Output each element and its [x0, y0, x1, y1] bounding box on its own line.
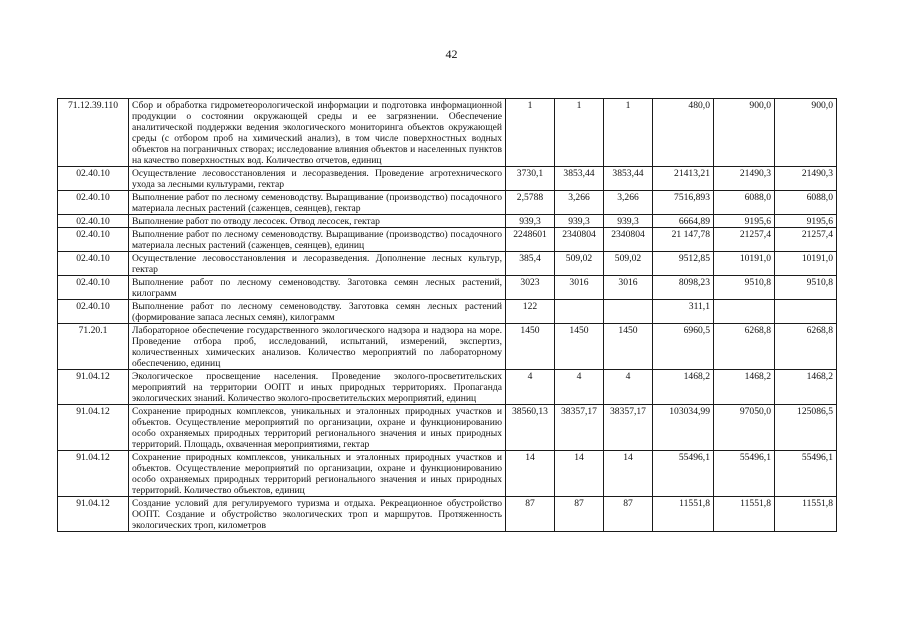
- value-cell: 6664,89: [653, 215, 714, 228]
- table-row: [58, 497, 837, 532]
- value-cell: [555, 300, 604, 324]
- activity-code: 91.04.12: [58, 497, 129, 532]
- value-cell: 4: [604, 370, 653, 405]
- value-cell: 6088,0: [775, 191, 837, 215]
- value-cell: 1468,2: [775, 370, 837, 405]
- value-cell: 11551,8: [775, 497, 837, 532]
- activity-description: Выполнение работ по отводу лесосек. Отвод лесосек, гектар: [129, 215, 506, 228]
- table-row: [58, 405, 837, 451]
- activity-code: 02.40.10: [58, 228, 129, 252]
- value-cell: 311,1: [653, 300, 714, 324]
- activity-code: 02.40.10: [58, 167, 129, 191]
- value-cell: 10191,0: [775, 252, 837, 276]
- value-cell: [775, 300, 837, 324]
- value-cell: 1468,2: [714, 370, 775, 405]
- value-cell: 3853,44: [555, 167, 604, 191]
- value-cell: 1: [506, 99, 555, 167]
- table-row: [58, 215, 837, 228]
- activity-code: 91.04.12: [58, 451, 129, 497]
- value-cell: 7516,893: [653, 191, 714, 215]
- value-cell: 939,3: [506, 215, 555, 228]
- table-row: [58, 167, 837, 191]
- value-cell: [604, 300, 653, 324]
- table-row: [58, 276, 837, 300]
- activity-code: 91.04.12: [58, 405, 129, 451]
- value-cell: 103034,99: [653, 405, 714, 451]
- value-cell: 55496,1: [653, 451, 714, 497]
- value-cell: 122: [506, 300, 555, 324]
- value-cell: 4: [555, 370, 604, 405]
- value-cell: 55496,1: [775, 451, 837, 497]
- activity-description: Сохранение природных комплексов, уникальных и эталонных природных участков и объектов. Осуществление мероприятий по организации, охране и функционированию особо охраняемых природных территорий регионального значения и иных природных территорий. Количество объектов, единиц: [129, 451, 506, 497]
- table-row: [58, 300, 837, 324]
- value-cell: 87: [604, 497, 653, 532]
- value-cell: 9510,8: [714, 276, 775, 300]
- value-cell: 38560,13: [506, 405, 555, 451]
- table-row: [58, 252, 837, 276]
- value-cell: 385,4: [506, 252, 555, 276]
- activity-description: Осуществление лесовосстановления и лесоразведения. Проведение агротехнического ухода за лесными культурами, гектар: [129, 167, 506, 191]
- activity-description: Выполнение работ по лесному семеноводству. Заготовка семян лесных растений, килограмм: [129, 276, 506, 300]
- value-cell: 10191,0: [714, 252, 775, 276]
- activity-code: 02.40.10: [58, 300, 129, 324]
- value-cell: 87: [555, 497, 604, 532]
- page-number: 42: [445, 47, 458, 61]
- value-cell: 14: [604, 451, 653, 497]
- value-cell: 1450: [604, 324, 653, 370]
- activity-code: 02.40.10: [58, 276, 129, 300]
- activity-code: 91.04.12: [58, 370, 129, 405]
- value-cell: 2340804: [604, 228, 653, 252]
- value-cell: 21257,4: [714, 228, 775, 252]
- activity-description: Сбор и обработка гидрометеорологической информации и подготовка информационной продукции о состоянии окружающей среды и ее загрязнении. Обеспечение аналитической поддержки ведения экологического мониторинга объектов окружающей среды (с отбором проб на химический анализ), в том числе поверхностных водных объектов на пограничных створах; исследование влияния объектов и населенных пунктов на качество поверхностных вод. Количество отчетов, единиц: [129, 99, 506, 167]
- value-cell: 9510,8: [775, 276, 837, 300]
- value-cell: 14: [506, 451, 555, 497]
- data-table: [57, 98, 837, 532]
- activity-code: 71.12.39.110: [58, 99, 129, 167]
- value-cell: 6960,5: [653, 324, 714, 370]
- value-cell: 2248601: [506, 228, 555, 252]
- value-cell: 11551,8: [714, 497, 775, 532]
- value-cell: 3,266: [555, 191, 604, 215]
- value-cell: 1450: [506, 324, 555, 370]
- value-cell: 11551,8: [653, 497, 714, 532]
- value-cell: 38357,17: [555, 405, 604, 451]
- value-cell: 21490,3: [714, 167, 775, 191]
- activity-description: Выполнение работ по лесному семеноводству. Заготовка семян лесных растений (формирование запаса лесных семян), килограмм: [129, 300, 506, 324]
- activity-description: Создание условий для регулируемого туризма и отдыха. Рекреационное обустройство ООПТ. Создание и обустройство экологических троп и маршрутов. Протяженность экологических троп, километров: [129, 497, 506, 532]
- table-row: [58, 451, 837, 497]
- value-cell: 3853,44: [604, 167, 653, 191]
- value-cell: 900,0: [775, 99, 837, 167]
- value-cell: 900,0: [714, 99, 775, 167]
- activity-description: Осуществление лесовосстановления и лесоразведения. Дополнение лесных культур, гектар: [129, 252, 506, 276]
- value-cell: 480,0: [653, 99, 714, 167]
- activity-code: 02.40.10: [58, 215, 129, 228]
- value-cell: 21257,4: [775, 228, 837, 252]
- table-row: [58, 324, 837, 370]
- value-cell: [714, 300, 775, 324]
- value-cell: 939,3: [555, 215, 604, 228]
- activity-description: Экологическое просвещение населения. Проведение эколого-просветительских мероприятий на территории ООПТ и иных природных территориях. Пропаганда экологических знаний. Количество эколого-просветительских мероприятий, единиц: [129, 370, 506, 405]
- activity-code: 71.20.1: [58, 324, 129, 370]
- value-cell: 3016: [555, 276, 604, 300]
- value-cell: 1: [604, 99, 653, 167]
- value-cell: 1468,2: [653, 370, 714, 405]
- value-cell: 14: [555, 451, 604, 497]
- value-cell: 55496,1: [714, 451, 775, 497]
- value-cell: 939,3: [604, 215, 653, 228]
- value-cell: 38357,17: [604, 405, 653, 451]
- value-cell: 3023: [506, 276, 555, 300]
- table-row: [58, 370, 837, 405]
- activity-description: Выполнение работ по лесному семеноводству. Выращивание (производство) посадочного материала лесных растений (саженцев, сеянцев), единиц: [129, 228, 506, 252]
- value-cell: 509,02: [555, 252, 604, 276]
- table-row: [58, 228, 837, 252]
- value-cell: 509,02: [604, 252, 653, 276]
- value-cell: 6088,0: [714, 191, 775, 215]
- value-cell: 1: [555, 99, 604, 167]
- activity-code: 02.40.10: [58, 191, 129, 215]
- value-cell: 6268,8: [714, 324, 775, 370]
- value-cell: 9195,6: [775, 215, 837, 228]
- value-cell: 3,266: [604, 191, 653, 215]
- activity-description: Лабораторное обеспечение государственного экологического надзора и надзора на море. Проведение отбора проб, исследований, испытаний, измерений, экспертиз, количественных химических анализов. Количество мероприятий по лабораторному обеспечению, единиц: [129, 324, 506, 370]
- table-row: [58, 99, 837, 167]
- value-cell: 6268,8: [775, 324, 837, 370]
- table-row: [58, 191, 837, 215]
- value-cell: 2,5788: [506, 191, 555, 215]
- value-cell: 3730,1: [506, 167, 555, 191]
- value-cell: 97050,0: [714, 405, 775, 451]
- activity-description: Выполнение работ по лесному семеноводству. Выращивание (производство) посадочного материала лесных растений (саженцев, сеянцев), гектар: [129, 191, 506, 215]
- value-cell: 9512,85: [653, 252, 714, 276]
- value-cell: 8098,23: [653, 276, 714, 300]
- value-cell: 9195,6: [714, 215, 775, 228]
- activity-description: Сохранение природных комплексов, уникальных и эталонных природных участков и объектов. Осуществление мероприятий по организации, охране и функционированию особо охраняемых природных территорий регионального значения и иных природных территорий. Площадь, охваченная мероприятиями, гектар: [129, 405, 506, 451]
- value-cell: 125086,5: [775, 405, 837, 451]
- value-cell: 21413,21: [653, 167, 714, 191]
- value-cell: 2340804: [555, 228, 604, 252]
- value-cell: 87: [506, 497, 555, 532]
- value-cell: 21 147,78: [653, 228, 714, 252]
- value-cell: 21490,3: [775, 167, 837, 191]
- value-cell: 4: [506, 370, 555, 405]
- value-cell: 1450: [555, 324, 604, 370]
- activity-code: 02.40.10: [58, 252, 129, 276]
- value-cell: 3016: [604, 276, 653, 300]
